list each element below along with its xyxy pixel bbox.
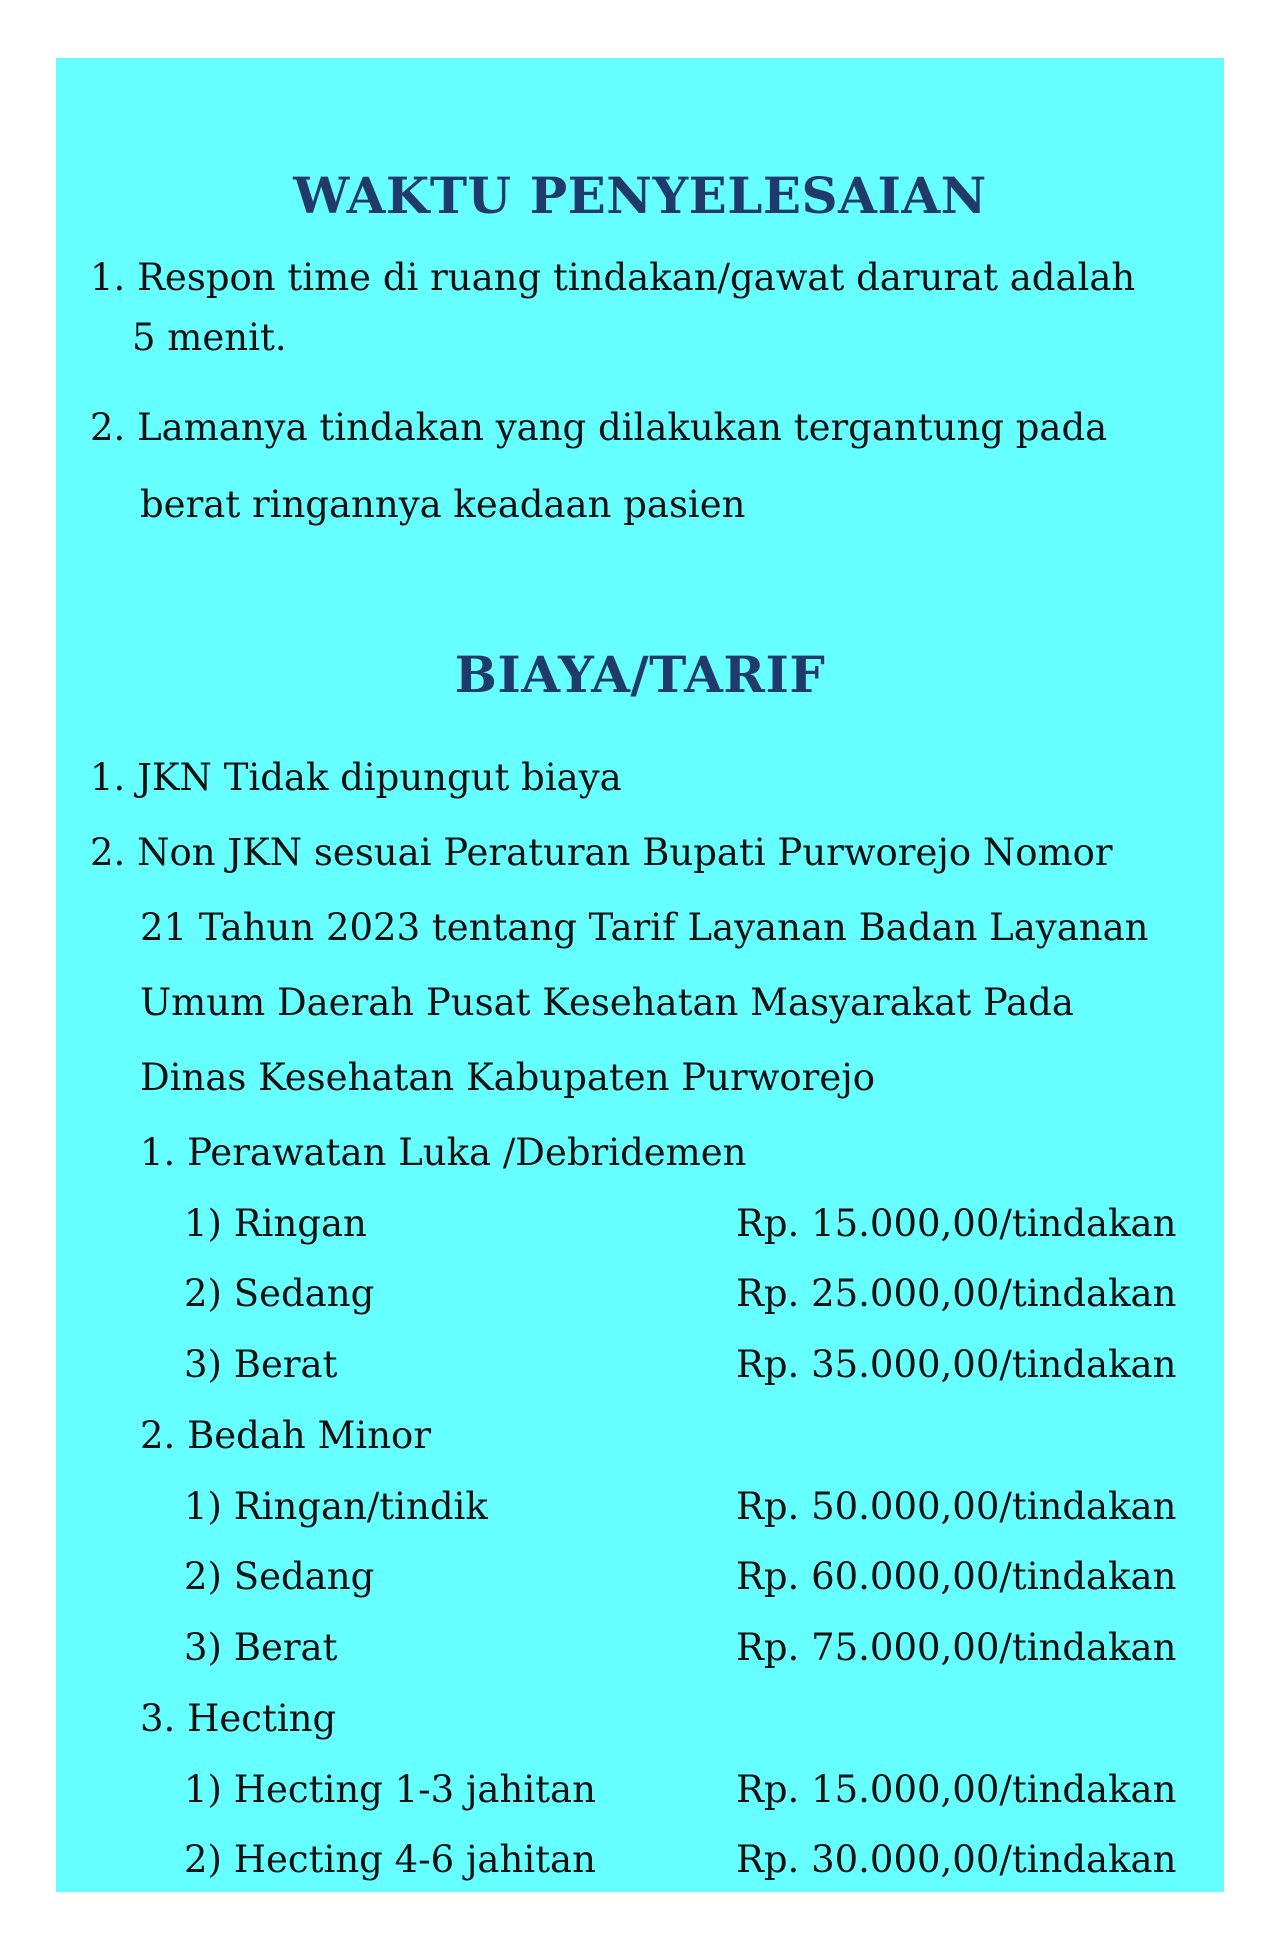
waktu-item-1-number: 1. xyxy=(90,256,126,299)
group-3-title xyxy=(140,1695,336,1743)
group-1-title xyxy=(140,1129,746,1177)
tariff-row-number: 1) xyxy=(184,1202,222,1245)
tariff-row-number: 2) xyxy=(184,1838,222,1881)
biaya-item-2-line3: Umum Daerah Pusat Kesehatan Masyarakat Pada xyxy=(140,981,1074,1024)
group-2-number: 2. xyxy=(140,1414,176,1457)
tariff-row-number: 2) xyxy=(184,1272,222,1315)
group-1-text: Perawatan Luka /Debridemen xyxy=(187,1131,747,1174)
group-2-text: Bedah Minor xyxy=(187,1414,432,1457)
tariff-row-text: Berat xyxy=(233,1343,338,1386)
tariff-row-text: Berat xyxy=(233,1626,338,1669)
tariff-row-price: Rp. 15.000,00/tindakan xyxy=(736,1768,1177,1811)
tariff-row-text: Sedang xyxy=(233,1272,375,1315)
tariff-row-price: Rp. 75.000,00/tindakan xyxy=(736,1626,1177,1669)
waktu-item-1-text: Respon time di ruang tindakan/gawat darurat adalah xyxy=(137,256,1136,299)
waktu-item-2-line2: berat ringannya keadaan pasien xyxy=(140,483,746,526)
tariff-row-label xyxy=(184,1766,596,1814)
section-title-waktu: WAKTU PENYELESAIAN xyxy=(293,166,987,225)
group-3-text: Hecting xyxy=(187,1697,337,1740)
waktu-item-2-line1 xyxy=(90,404,1107,452)
tariff-row-price: Rp. 25.000,00/tindakan xyxy=(736,1272,1177,1315)
group-2-title xyxy=(140,1412,431,1460)
tariff-row-text: Hecting 1-3 jahitan xyxy=(233,1768,596,1811)
group-1-number: 1. xyxy=(140,1131,176,1174)
tariff-row-label xyxy=(184,1483,488,1531)
tariff-row-label xyxy=(184,1200,367,1248)
tariff-row-label xyxy=(184,1341,337,1389)
waktu-item-1-line2: 5 menit. xyxy=(132,316,287,359)
tariff-row-text: Ringan/tindik xyxy=(233,1485,488,1528)
tariff-row-label xyxy=(184,1624,337,1672)
group-3-number: 3. xyxy=(140,1697,176,1740)
biaya-item-1-text: JKN Tidak dipungut biaya xyxy=(137,756,622,799)
tariff-row-price: Rp. 50.000,00/tindakan xyxy=(736,1485,1177,1528)
tariff-row-number: 3) xyxy=(184,1343,222,1386)
tariff-row-price: Rp. 35.000,00/tindakan xyxy=(736,1343,1177,1386)
tariff-row-number: 2) xyxy=(184,1555,222,1598)
biaya-item-1-number: 1. xyxy=(90,756,126,799)
biaya-item-2-line2: 21 Tahun 2023 tentang Tarif Layanan Badan Layanan xyxy=(140,906,1149,949)
tariff-row-number: 3) xyxy=(184,1626,222,1669)
waktu-item-1-line1 xyxy=(90,254,1135,302)
biaya-item-1 xyxy=(90,754,622,802)
waktu-item-2-text: Lamanya tindakan yang dilakukan tergantung pada xyxy=(137,406,1108,449)
tariff-row-price: Rp. 30.000,00/tindakan xyxy=(736,1838,1177,1881)
document-panel xyxy=(56,58,1224,1892)
tariff-row-price: Rp. 15.000,00/tindakan xyxy=(736,1202,1177,1245)
biaya-item-2-line1 xyxy=(90,829,1113,877)
tariff-row-label xyxy=(184,1270,374,1318)
tariff-row-label xyxy=(184,1553,374,1601)
tariff-row-number: 1) xyxy=(184,1485,222,1528)
tariff-row-text: Hecting 4-6 jahitan xyxy=(233,1838,596,1881)
tariff-row-price: Rp. 60.000,00/tindakan xyxy=(736,1555,1177,1598)
section-title-biaya: BIAYA/TARIF xyxy=(454,645,826,704)
biaya-item-2-line4: Dinas Kesehatan Kabupaten Purworejo xyxy=(140,1056,875,1099)
tariff-row-label xyxy=(184,1836,596,1884)
tariff-row-text: Sedang xyxy=(233,1555,375,1598)
biaya-item-2-number: 2. xyxy=(90,831,126,874)
tariff-row-number: 1) xyxy=(184,1768,222,1811)
biaya-item-2-text: Non JKN sesuai Peraturan Bupati Purworejo Nomor xyxy=(137,831,1113,874)
tariff-row-text: Ringan xyxy=(233,1202,367,1245)
waktu-item-2-number: 2. xyxy=(90,406,126,449)
